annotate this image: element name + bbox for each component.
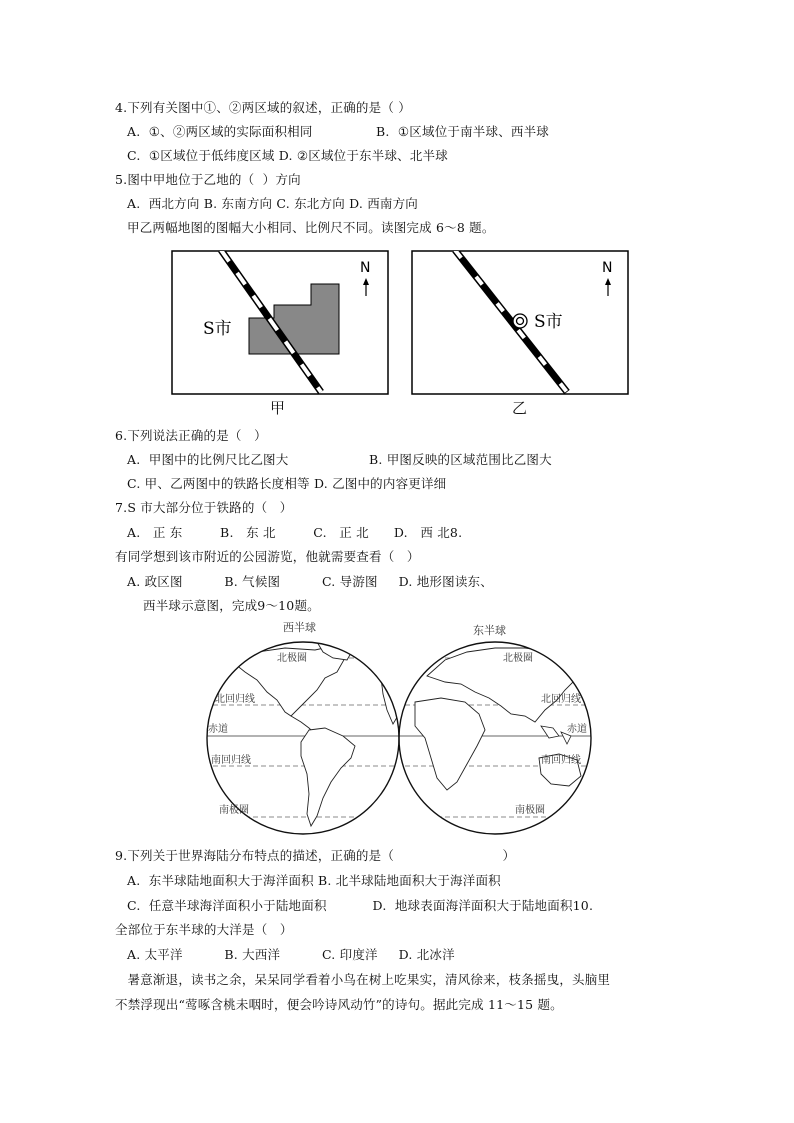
east-hemisphere-title: 东半球 [473, 624, 506, 637]
tropic-capricorn-label-east: 南回归线 [541, 755, 581, 766]
intro-6-8: 甲乙两幅地图的图幅大小相同、比例尺不同。读图完成 6～8 题。 [127, 220, 495, 235]
tropic-cancer-label-west: 北回归线 [215, 694, 255, 705]
map-label-yi: 乙 [512, 399, 528, 417]
west-hemisphere-title: 西半球 [283, 621, 316, 634]
hemispheres-map [205, 618, 597, 836]
west-hemisphere [205, 638, 401, 826]
intro-9-10: 西半球示意图，完成9～10题。 [143, 598, 320, 613]
q4-option-b: B. ①区域位于南半球、西半球 [376, 124, 550, 139]
north-label-jia: N [360, 260, 371, 276]
map-yi [411, 250, 629, 396]
passage-line-2: 不禁浮现出“莺啄含桃未咽时，便会吟诗风动竹”的诗句。据此完成 11～15 题。 [115, 997, 563, 1012]
tropic-cancer-label-east: 北回归线 [541, 694, 581, 705]
q9-stem: 9.下列关于世界海陆分布特点的描述，正确的是（ ） [115, 848, 516, 863]
q6-option-b: B. 甲图反映的区域范围比乙图大 [369, 452, 552, 467]
arctic-circle-label-east: 北极圈 [503, 653, 533, 664]
city-label-yi: S市 [534, 312, 563, 332]
q5-options: A. 西北方向 B. 东南方向 C. 东北方向 D. 西南方向 [127, 196, 418, 211]
passage-line-1: 暑意渐退，读书之余，呆呆同学看着小鸟在树上吃果实，清风徐来，枝条摇曳，头脑里 [115, 972, 611, 987]
q6-option-a: A. 甲图中的比例尺比乙图大 [127, 452, 289, 467]
q4-option-a: A. ①、②两区域的实际面积相同 [127, 124, 313, 139]
q6-stem: 6.下列说法正确的是（ ） [115, 428, 267, 443]
q8-options: A. 政区图 B. 气候图 C. 导游图 D. 地形图读东、 [127, 574, 493, 589]
q8-stem: 有同学想到该市附近的公园游览，他就需要查看（ ） [115, 549, 420, 564]
q5-stem: 5.图中甲地位于乙地的（ ）方向 [115, 172, 301, 187]
tropic-capricorn-label-west: 南回归线 [211, 755, 251, 766]
equator-label-west: 赤道 [208, 724, 228, 735]
equator-label-east: 赤道 [567, 724, 587, 735]
north-label-yi: N [602, 260, 613, 276]
q4-option-cd: C. ①区域位于低纬度区域 D. ②区域位于东半球、北半球 [127, 148, 448, 163]
africa [415, 698, 485, 790]
q10-stem: 全部位于东半球的大洋是（ ） [115, 922, 293, 937]
q9-option-cd: C. 任意半球海洋面积小于陆地面积 D. 地球表面海洋面积大于陆地面积10. [127, 898, 594, 913]
q9-option-ab: A. 东半球陆地面积大于海洋面积 B. 北半球陆地面积大于海洋面积 [127, 873, 501, 888]
q4-stem: 4.下列有关图中①、②两区域的叙述，正确的是（ ） [115, 100, 411, 115]
antarctic-circle-label-west: 南极圈 [219, 805, 249, 816]
q6-option-cd: C. 甲、乙两图中的铁路长度相等 D. 乙图中的内容更详细 [127, 476, 447, 491]
city-label-jia: S市 [203, 319, 232, 339]
map-jia [171, 250, 389, 396]
q7-options: A. 正 东 B. 东 北 C. 正 北 D. 西 北8. [127, 525, 463, 540]
q10-options: A. 太平洋 B. 大西洋 C. 印度洋 D. 北冰洋 [127, 947, 455, 962]
map-label-jia: 甲 [270, 399, 286, 417]
south-america [301, 728, 355, 826]
antarctic-circle-label-east: 南极圈 [515, 805, 545, 816]
arctic-circle-label-west: 北极圈 [277, 653, 307, 664]
q7-stem: 7.S 市大部分位于铁路的（ ） [115, 500, 293, 515]
